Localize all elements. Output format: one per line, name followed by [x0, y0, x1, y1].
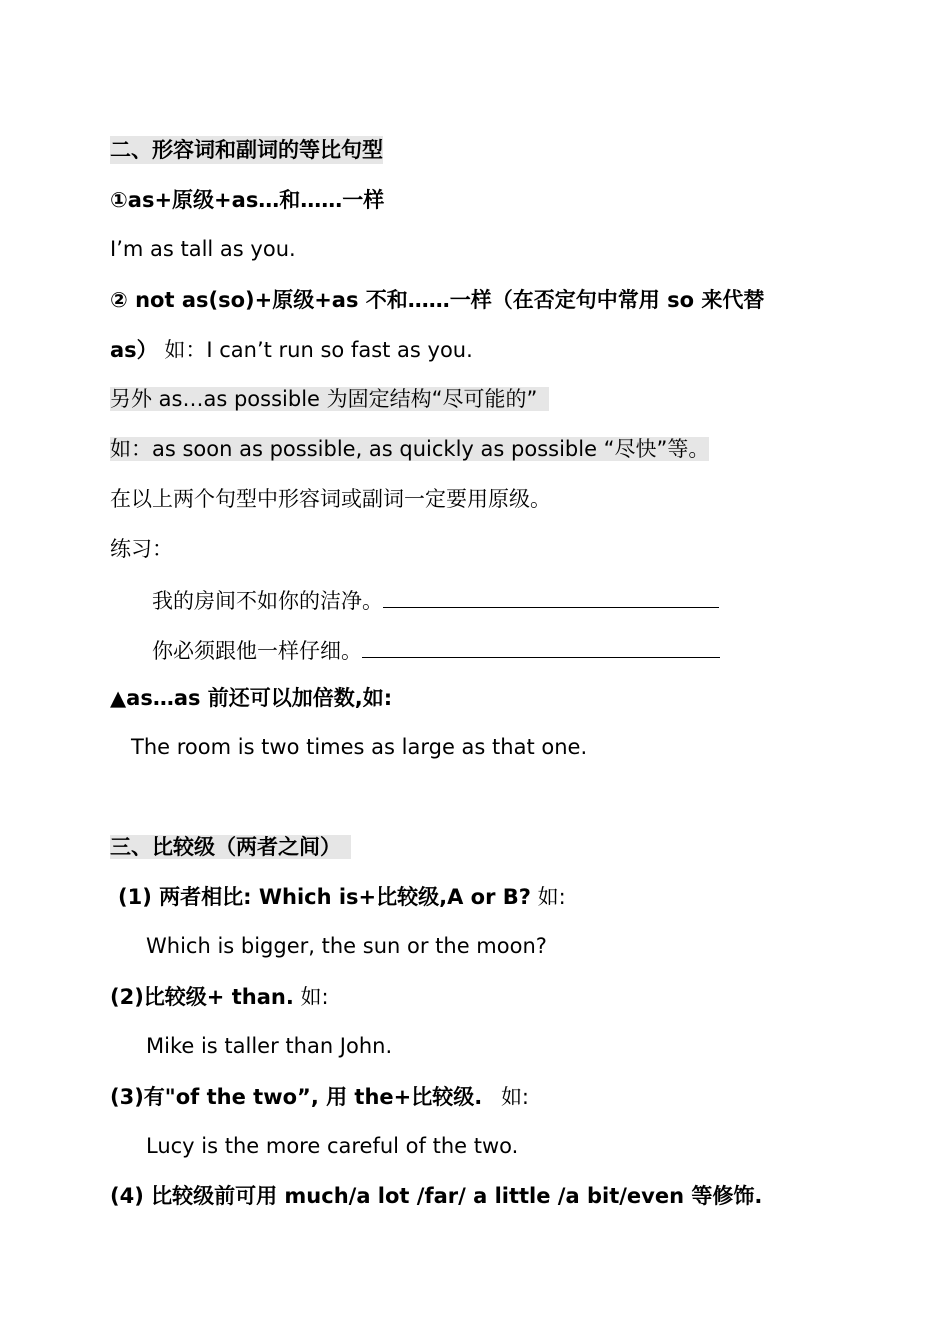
- rule-not-as-continued: [110, 336, 473, 364]
- rule-than-tail: 如:: [300, 985, 329, 1009]
- note-use-original-form: 在以上两个句型中形容词或副词一定要用原级。: [110, 487, 551, 511]
- example-sun-moon: Which is bigger, the sun or the moon?: [146, 934, 547, 958]
- section-3-heading: 三、比较级（两者之间）: [110, 835, 351, 859]
- example-run-fast: 如：I can’t run so fast as you.: [164, 338, 473, 362]
- note-as-soon-text: 如：as soon as possible, as quickly as possible “尽快”等。: [110, 437, 710, 461]
- rule-than-text: (2)比较级+ than.: [110, 985, 294, 1009]
- rule-not-as: ② not as(so)+原级+as 不和……一样（在否定句中常用 so 来代替: [110, 288, 765, 312]
- section-2-heading: 二、形容词和副词的等比句型: [110, 138, 383, 162]
- practice-item: [152, 585, 719, 615]
- rule-times: ▲as…as 前还可以加倍数,如:: [110, 686, 393, 710]
- example-lucy-careful: Lucy is the more careful of the two.: [146, 1134, 519, 1158]
- rule-not-as-tail: as）: [110, 338, 158, 362]
- practice-prompt: 你必须跟他一样仔细。: [152, 639, 362, 663]
- rule-as-as: ①as+原级+as…和……一样: [110, 188, 385, 212]
- rule-modifiers: (4) 比较级前可用 much/a lot /far/ a little /a bit/even 等修饰.: [110, 1184, 763, 1208]
- practice-label: 练习：: [110, 537, 173, 561]
- answer-blank[interactable]: [383, 585, 719, 608]
- note-as-soon-as-possible: [110, 435, 709, 463]
- rule-which-is-tail: 如:: [537, 885, 566, 909]
- rule-of-the-two-text: (3)有"of the two”, 用 the+比较级.: [110, 1085, 483, 1109]
- section-3-heading-wrap: [110, 833, 351, 861]
- example-mike-taller: Mike is taller than John.: [146, 1034, 393, 1058]
- rule-of-the-two: [110, 1083, 529, 1111]
- note-as-possible: [110, 385, 549, 413]
- example-as-tall: I’m as tall as you.: [110, 237, 296, 261]
- note-as-possible-text: 另外 as…as possible 为固定结构“尽可能的”: [110, 387, 549, 411]
- answer-blank[interactable]: [362, 635, 720, 658]
- example-two-times: The room is two times as large as that one.: [131, 735, 588, 759]
- rule-of-the-two-tail: 如:: [500, 1085, 530, 1109]
- rule-than: [110, 983, 329, 1011]
- practice-item: [152, 635, 720, 665]
- practice-prompt: 我的房间不如你的洁净。: [152, 589, 383, 613]
- rule-which-is: [118, 883, 566, 911]
- rule-which-is-text: (1) 两者相比: Which is+比较级,A or B?: [118, 885, 531, 909]
